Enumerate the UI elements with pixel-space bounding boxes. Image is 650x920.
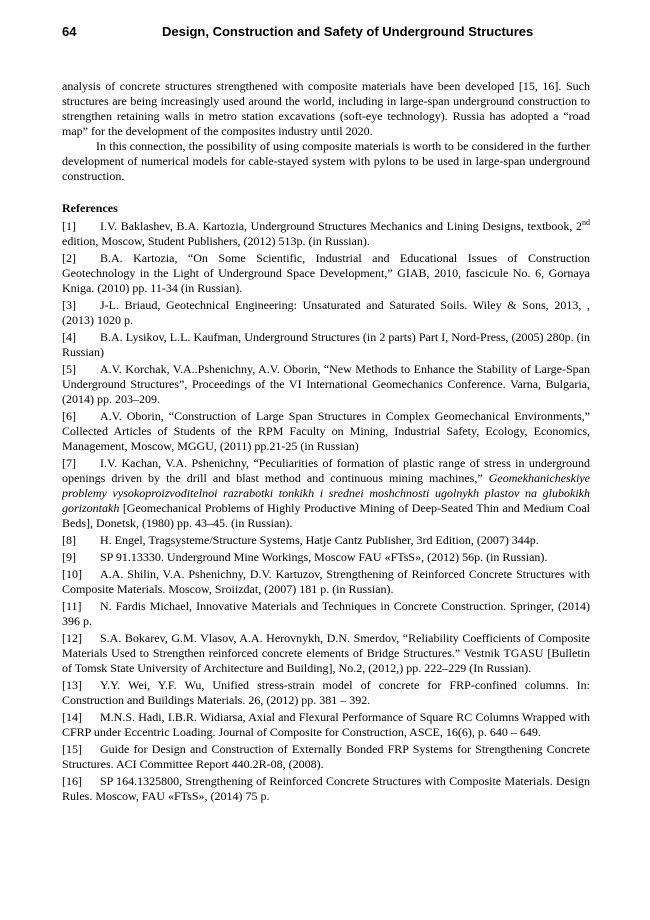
reference-number: [6]	[62, 409, 76, 423]
reference-text: S.A. Bokarev, G.M. Vlasov, A.A. Herovnykh, D.N. Smerdov, “Reliability Coefficients of Composite Materials Used to Strengthen reinforced concrete elements of Bridge Structures.” Vestnik TGASU [Bulletin of Tomsk State University of Architecture and Building], No.2, (2012,) pp. 222–229 (In Russian).	[62, 631, 590, 675]
reference-item	[62, 710, 590, 740]
reference-item	[62, 251, 590, 296]
reference-item	[62, 678, 590, 708]
reference-text: [Geomechanical Problems of Highly Productive Mining of Deep-Seated Thin and Medium Coal Beds], Donetsk, (1980) pp. 43–45. (in Russian).	[62, 501, 590, 530]
reference-number: [8]	[62, 533, 76, 547]
reference-item	[62, 742, 590, 772]
reference-italic-title: Geomekhanicheskiye problemy vysokoproizvoditelnoi razrabotki tonkikh i srednei moshchnosti ugolnykh plastov na glubokikh gorizontakh	[62, 471, 590, 515]
reference-text: I.V. Baklashev, B.A. Kartozia, Underground Structures Mechanics and Lining Designs, textbook, 2	[100, 219, 582, 233]
reference-number: [12]	[62, 631, 82, 645]
reference-text: B.A. Lysikov, L.L. Kaufman, Underground Structures (in 2 parts) Part I, Nord-Press, (2005) 280p. (in Russian)	[62, 330, 590, 359]
reference-item	[62, 533, 590, 548]
reference-number: [7]	[62, 456, 76, 470]
reference-text: Guide for Design and Construction of Externally Bonded FRP Systems for Strengthening Concrete Structures. ACI Committee Report 440.2R-08, (2008).	[62, 742, 590, 771]
reference-item	[62, 567, 590, 597]
reference-number: [9]	[62, 550, 76, 564]
reference-item	[62, 219, 590, 249]
reference-number: [11]	[62, 599, 82, 613]
reference-number: [14]	[62, 710, 82, 724]
reference-item	[62, 599, 590, 629]
reference-text: J-L. Briaud, Geotechnical Engineering: Unsaturated and Saturated Soils. Wiley & Sons, 2013, , (2013) 1020 p.	[62, 298, 590, 327]
paragraph: analysis of concrete structures strengthened with composite materials have been developed [15, 16]. Such structures are being increasingly used around the world, including in large-span underground construction to strengthen retaining walls in metro station excavations (soft-eye technology). Russia has adopted a “road map” for the development of the composites industry until 2020.	[62, 79, 590, 138]
reference-text: I.V. Kachan, V.A. Pshenichny, “Peculiarities of formation of plastic range of stress in underground openings driven by the drill and blast method and continuous mining machines,”	[62, 456, 590, 485]
reference-text: A.V. Oborin, “Construction of Large Span Structures in Complex Geomechanical Environments,” Collected Articles of Students of the RPM Faculty on Mining, Industrial Safety, Ecology, Economics, Management, Moscow, MGGU, (2011) pp.21-25 (in Russian)	[62, 409, 590, 453]
reference-item	[62, 774, 590, 804]
reference-text: N. Fardis Michael, Innovative Materials and Techniques in Concrete Construction. Springer, (2014) 396 p.	[62, 599, 590, 628]
reference-number: [2]	[62, 251, 76, 265]
references-heading: References	[62, 201, 118, 215]
reference-number: [15]	[62, 742, 82, 756]
reference-text: SP 164.1325800, Strengthening of Reinforced Concrete Structures with Composite Materials. Design Rules. Moscow, FAU «FTsS», (2014) 75 p.	[62, 774, 590, 803]
reference-text: SP 91.13330. Underground Mine Workings, Moscow FAU «FTsS», (2012) 56p. (in Russian).	[100, 550, 548, 564]
reference-number: [4]	[62, 330, 76, 344]
reference-item	[62, 631, 590, 676]
reference-text: edition, Moscow, Student Publishers, (2012) 513p. (in Russian).	[62, 234, 370, 248]
reference-item	[62, 409, 590, 454]
reference-text: H. Engel, Tragsysteme/Structure Systems, Hatje Cantz Publisher, 3rd Edition, (2007) 344p.	[100, 533, 539, 547]
reference-number: [10]	[62, 567, 82, 581]
paragraph: In this connection, the possibility of using composite materials is worth to be considered in the further development of numerical models for cable-stayed system with pylons to be used in large-span underground construction.	[62, 139, 590, 183]
reference-text: A.V. Korchak, V.A..Pshenichny, A.V. Oborin, “New Methods to Enhance the Stability of Large-Span Underground Structures”, Proceedings of the VI International Geomechanics Conference. Varna, Bulgaria, (2014) pp. 203–209.	[62, 362, 590, 406]
reference-text: B.A. Kartozia, “On Some Scientific, Industrial and Educational Issues of Construction Geotechnology in the Light of Underground Space Development,” GIAB, 2010, fascicule No. 6, Gornaya Kniga. (2010) pp. 11-34 (in Russian).	[62, 251, 590, 295]
reference-number: [5]	[62, 362, 76, 376]
reference-number: [13]	[62, 678, 82, 692]
reference-item	[62, 362, 590, 407]
reference-text: A.A. Shilin, V.A. Pshenichny, D.V. Kartuzov, Strengthening of Reinforced Concrete Structures with Composite Materials. Moscow, Sroiizdat, (2007) 181 p. (in Russian).	[62, 567, 590, 596]
reference-text: Y.Y. Wei, Y.F. Wu, Unified stress-strain model of concrete for FRP-confined columns. In: Construction and Buildings Materials. 26, (2012) pp. 381 – 392.	[62, 678, 590, 707]
reference-item	[62, 330, 590, 360]
reference-number: [3]	[62, 298, 76, 312]
reference-item	[62, 298, 590, 328]
reference-text: M.N.S. Hadi, I.B.R. Widiarsa, Axial and Flexural Performance of Square RC Columns Wrapped with CFRP under Eccentric Loading. Journal of Composite for Construction, ASCE, 16(6), p. 640 – 649.	[62, 710, 590, 739]
reference-item	[62, 550, 590, 565]
reference-number: [16]	[62, 774, 82, 788]
running-title: Design, Construction and Safety of Underground Structures	[162, 24, 534, 39]
page-number: 64	[62, 24, 77, 39]
reference-superscript: nd	[582, 218, 590, 227]
body-text	[62, 79, 590, 806]
reference-number: [1]	[62, 219, 76, 233]
reference-item	[62, 456, 590, 531]
